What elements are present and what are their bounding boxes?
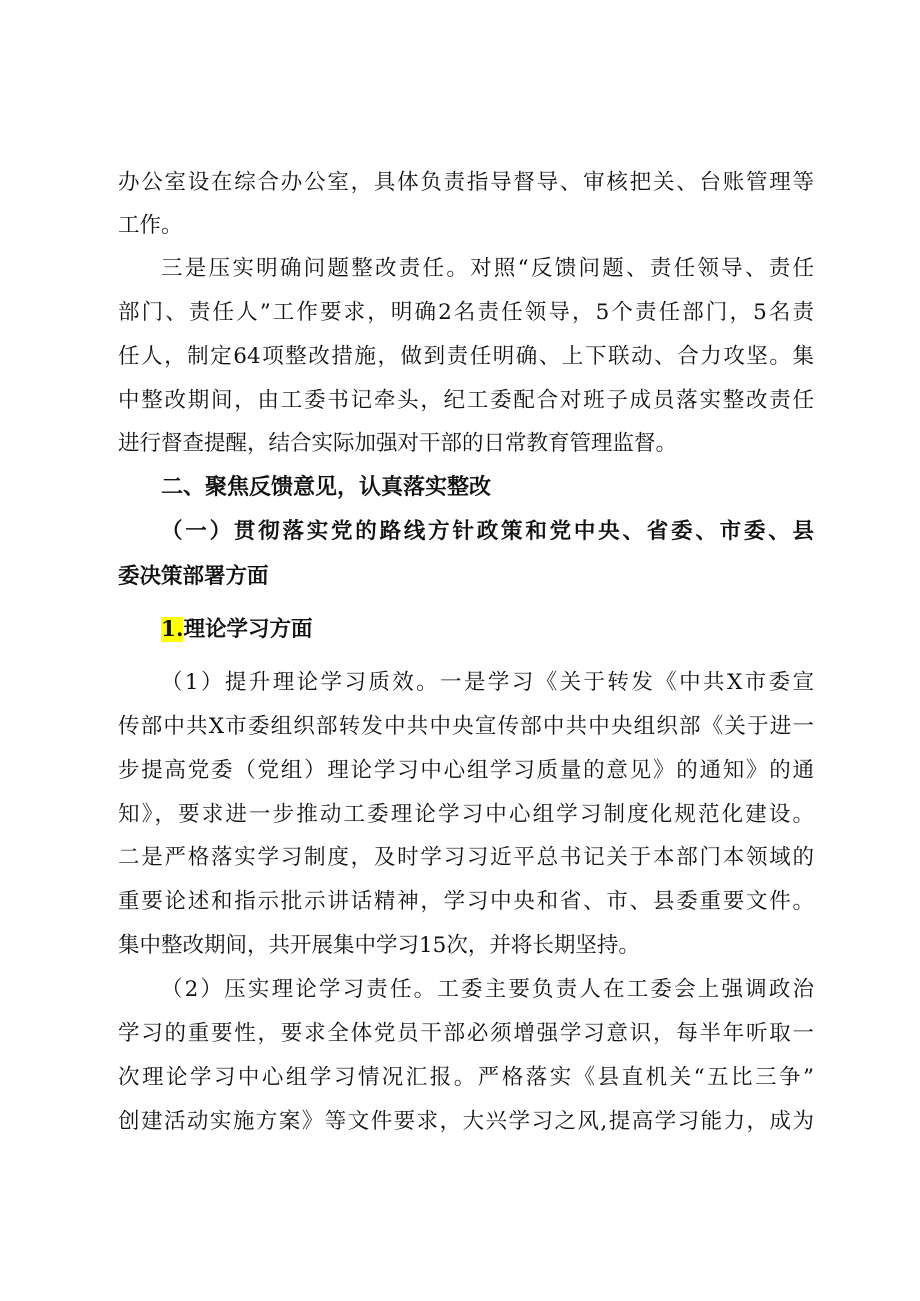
paragraph-line: 三是压实明确问题整改责任。对照“反馈问题、责任领导、责任	[161, 256, 814, 281]
paragraph-line: （1）提升理论学习质效。一是学习《关于转发《中共X市委宣	[161, 670, 814, 695]
subsection-heading-line: 委决策部署方面	[118, 564, 269, 589]
paragraph-line: 知》，要求进一步推动工委理论学习中心组学习制度化规范化建设。	[118, 802, 814, 827]
paragraph-line: 进行督查提醒，结合实际加强对干部的日常教育管理监督。	[118, 431, 678, 456]
paragraph-line: （2）压实理论学习责任。工委主要负责人在工委会上强调政治	[161, 977, 814, 1002]
paragraph-line: 传部中共X市委组织部转发中共中央宣传部中共中央组织部《关于进一	[118, 714, 814, 739]
paragraph-line: 次理论学习中心组学习情况汇报。严格落实《县直机关“五比三争”	[118, 1065, 814, 1090]
paragraph-line: 中整改期间，由工委书记牵头，纪工委配合对班子成员落实整改责任	[118, 388, 814, 413]
paragraph-line: 部门、责任人”工作要求，明确2名责任领导，5个责任部门，5名责	[118, 300, 814, 325]
paragraph-line: 工作。	[118, 213, 183, 238]
item-number-highlight: 1.	[161, 617, 184, 642]
paragraph-line: 步提高党委（党组）理论学习中心组学习质量的意见》的通知》的通	[118, 758, 814, 783]
paragraph-line: 创建活动实施方案》等文件要求，大兴学习之风,提高学习能力，成为	[118, 1109, 814, 1134]
section-heading: 二、聚焦反馈意见，认真落实整改	[161, 475, 492, 500]
subsection-heading-line: （一）贯彻落实党的路线方针政策和党中央、省委、市委、县	[161, 519, 814, 544]
item-heading	[161, 619, 814, 641]
item-heading-text: 理论学习方面	[183, 617, 313, 642]
paragraph-line: 办公室设在综合办公室，具体负责指导督导、审核把关、台账管理等	[118, 170, 814, 195]
paragraph-line: 集中整改期间，共开展集中学习15次，并将长期坚持。	[118, 933, 640, 958]
paragraph-line: 重要论述和指示批示讲话精神，学习中央和省、市、县委重要文件。	[118, 889, 814, 914]
paragraph-line: 任人，制定64项整改措施，做到责任明确、上下联动、合力攻坚。集	[118, 344, 814, 369]
paragraph-line: 二是严格落实学习制度，及时学习习近平总书记关于本部门本领域的	[118, 845, 814, 870]
paragraph-line: 学习的重要性，要求全体党员干部必须增强学习意识，每半年听取一	[118, 1021, 814, 1046]
